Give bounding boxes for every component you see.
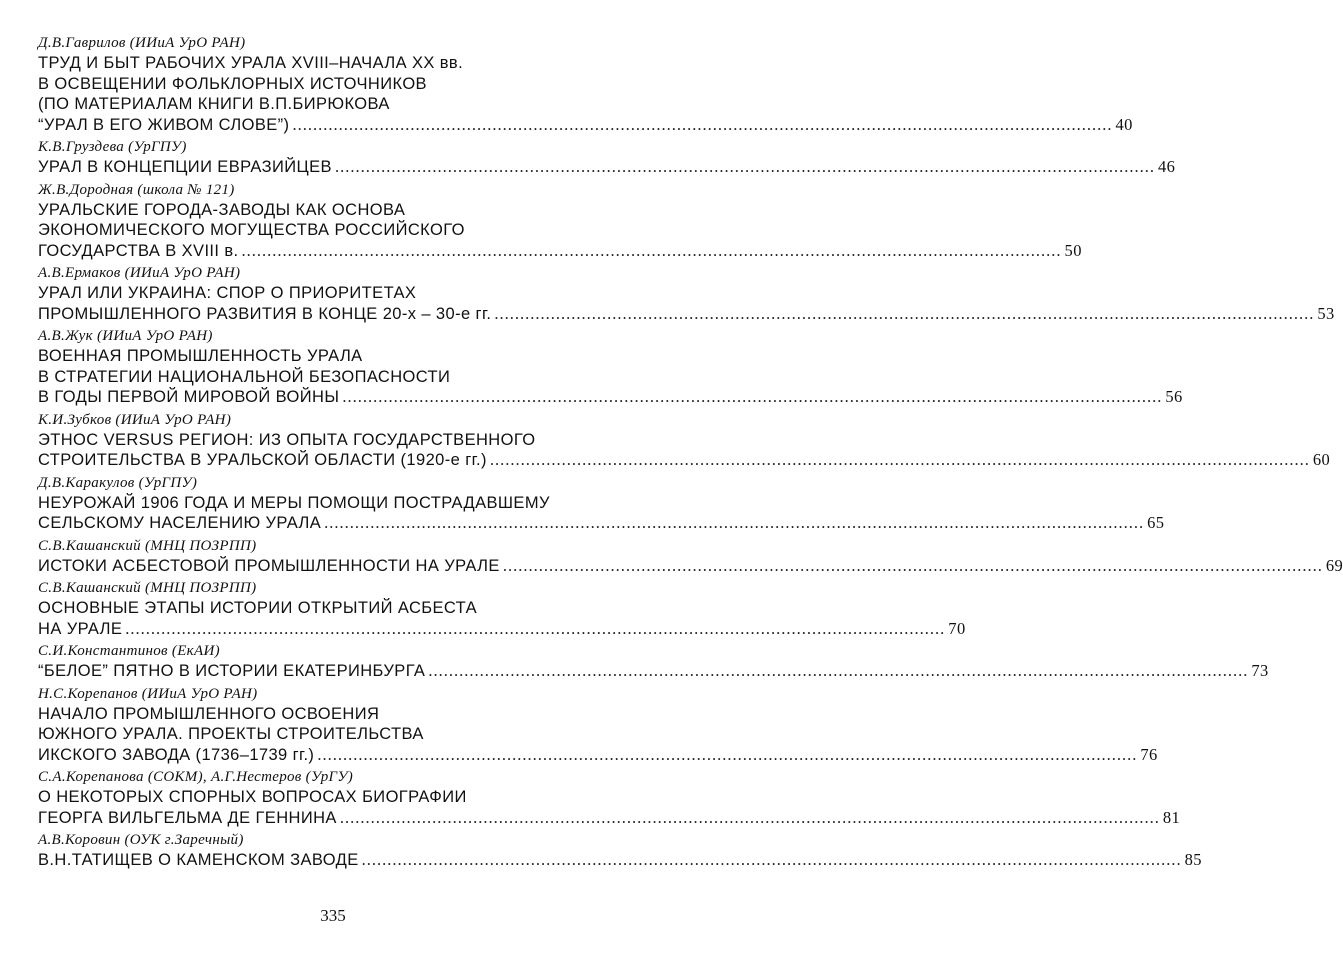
- entry-title: [38, 430, 1331, 471]
- title-line: ЭТНОС VERSUS РЕГИОН: ИЗ ОПЫТА ГОСУДАРСТВЕННОГО: [38, 430, 536, 449]
- toc-entry: [38, 411, 1331, 471]
- title-last-line: [38, 618, 966, 640]
- entry-author: С.И.Константинов (ЕкАИ): [38, 643, 220, 659]
- title-last-line: [38, 114, 1133, 136]
- title-last-line: [38, 661, 1269, 682]
- title-line: ГОСУДАРСТВА В XVIII в.: [38, 241, 239, 260]
- title-last-line: [38, 240, 1082, 262]
- entry-author: А.В.Ермаков (ИИиА УрО РАН): [38, 265, 241, 281]
- toc-entry: [38, 685, 1158, 766]
- title-line: СТРОИТЕЛЬСТВА В УРАЛЬСКОЙ ОБЛАСТИ (1920-е гг.): [38, 451, 487, 469]
- entry-author: Д.В.Гаврилов (ИИиА УрО РАН): [38, 35, 246, 51]
- dot-leader: ................................................................................................................................................................: [502, 555, 1323, 575]
- entry-page-number: 53: [1317, 303, 1335, 323]
- entry-title: [38, 53, 1133, 135]
- title-line: “БЕЛОЕ” ПЯТНО В ИСТОРИИ ЕКАТЕРИНБУРГА: [38, 662, 426, 680]
- entry-author: С.В.Кашанский (МНЦ ПОЗРПП): [38, 537, 257, 554]
- entry-author: А.В.Коровин (ОУК г.Заречный): [38, 832, 244, 848]
- entry-page-number: 73: [1251, 661, 1269, 680]
- entry-author: Ж.В.Дородная (школа № 121): [38, 181, 235, 198]
- title-line: ИСТОКИ АСБЕСТОВОЙ ПРОМЫШЛЕННОСТИ НА УРАЛЕ: [38, 556, 500, 575]
- entry-page-number: 76: [1140, 744, 1158, 764]
- toc-entry: [38, 642, 1269, 682]
- entry-title: [38, 555, 1343, 577]
- title-last-line: [38, 744, 1158, 766]
- title-last-line: [38, 387, 1183, 408]
- title-line: В ГОДЫ ПЕРВОЙ МИРОВОЙ ВОЙНЫ: [38, 388, 340, 406]
- title-line: УРАЛ ИЛИ УКРАИНА: СПОР О ПРИОРИТЕТАХ: [38, 284, 417, 302]
- dot-leader: ................................................................................................................................................................: [361, 850, 1182, 869]
- title-last-line: [38, 157, 1176, 178]
- dot-leader: ................................................................................................................................................................: [317, 744, 1138, 764]
- title-line: ИКСКОГО ЗАВОДА (1736–1739 гг.): [38, 745, 315, 764]
- entry-title: [38, 283, 1335, 324]
- title-line: ЭКОНОМИЧЕСКОГО МОГУЩЕСТВА РОССИЙСКОГО: [38, 221, 465, 239]
- toc-entry: [38, 34, 1133, 135]
- entry-page-number: 81: [1162, 807, 1181, 827]
- title-line: “УРАЛ В ЕГО ЖИВОМ СЛОВЕ”): [38, 115, 290, 134]
- title-line: ТРУД И БЫТ РАБОЧИХ УРАЛА XVIII–НАЧАЛА XX вв.: [38, 54, 464, 72]
- entry-author: К.И.Зубков (ИИиА УрО РАН): [38, 411, 232, 428]
- toc-entry: [38, 537, 1343, 577]
- title-last-line: [38, 807, 1181, 829]
- title-line: УРАЛ В КОНЦЕПЦИИ ЕВРАЗИЙЦЕВ: [38, 158, 332, 176]
- title-line: (ПО МАТЕРИАЛАМ КНИГИ В.П.БИРЮКОВА: [38, 95, 390, 113]
- entry-author: К.В.Груздева (УрГПУ): [38, 139, 187, 155]
- entry-page-number: 56: [1165, 387, 1183, 406]
- entry-page-number: 69: [1325, 555, 1343, 575]
- dot-leader: ................................................................................................................................................................: [489, 450, 1310, 469]
- entry-title: [38, 661, 1269, 682]
- entry-author: Н.С.Корепанов (ИИиА УрО РАН): [38, 685, 258, 702]
- entry-title: [38, 493, 1165, 534]
- entry-page-number: 40: [1115, 114, 1133, 134]
- title-line: В СТРАТЕГИИ НАЦИОНАЛЬНОЙ БЕЗОПАСНОСТИ: [38, 367, 451, 386]
- title-line: В.Н.ТАТИЩЕВ О КАМЕНСКОМ ЗАВОДЕ: [38, 851, 359, 869]
- dot-leader: ................................................................................................................................................................: [334, 157, 1155, 176]
- entry-title: [38, 598, 966, 639]
- toc-entry: [38, 327, 1183, 408]
- entry-page-number: 85: [1184, 850, 1202, 869]
- entry-title: [38, 157, 1176, 178]
- title-line: НАЧАЛО ПРОМЫШЛЕННОГО ОСВОЕНИЯ: [38, 704, 380, 723]
- title-line: ВОЕННАЯ ПРОМЫШЛЕННОСТЬ УРАЛА: [38, 347, 363, 365]
- dot-leader: ................................................................................................................................................................: [428, 661, 1249, 680]
- dot-leader: ................................................................................................................................................................: [494, 303, 1315, 323]
- dot-leader: ................................................................................................................................................................: [292, 114, 1113, 134]
- toc-entries: [38, 34, 1343, 874]
- dot-leader: ................................................................................................................................................................: [125, 618, 946, 638]
- entry-title: [38, 704, 1158, 766]
- entry-page-number: 50: [1064, 240, 1082, 260]
- entry-author: С.А.Корепанова (СОКМ), А.Г.Нестеров (УрГУ): [38, 769, 354, 785]
- title-last-line: [38, 450, 1331, 471]
- entry-title: [38, 850, 1202, 871]
- title-line: ПРОМЫШЛЕННОГО РАЗВИТИЯ В КОНЦЕ 20-х – 30-е гг.: [38, 304, 492, 323]
- entry-author: Д.В.Каракулов (УрГПУ): [38, 474, 198, 491]
- toc-entry: [38, 264, 1335, 324]
- entry-page-number: 60: [1312, 450, 1331, 469]
- entry-title: [38, 346, 1183, 408]
- dot-leader: ................................................................................................................................................................: [339, 807, 1160, 827]
- title-line: О НЕКОТОРЫХ СПОРНЫХ ВОПРОСАХ БИОГРАФИИ: [38, 788, 467, 806]
- title-line: В ОСВЕЩЕНИИ ФОЛЬКЛОРНЫХ ИСТОЧНИКОВ: [38, 74, 427, 93]
- entry-page-number: 65: [1147, 513, 1165, 532]
- toc-entry: [38, 138, 1176, 178]
- title-line: НА УРАЛЕ: [38, 619, 123, 638]
- title-line: НЕУРОЖАЙ 1906 ГОДА И МЕРЫ ПОМОЩИ ПОСТРАДАВШЕМУ: [38, 493, 550, 512]
- title-last-line: [38, 555, 1343, 577]
- entry-author: А.В.Жук (ИИиА УрО РАН): [38, 328, 213, 344]
- toc-entry: [38, 474, 1165, 534]
- entry-author: С.В.Кашанский (МНЦ ПОЗРПП): [38, 580, 257, 596]
- toc-entry: [38, 768, 1181, 828]
- toc-entry: [38, 831, 1202, 871]
- title-line: ОСНОВНЫЕ ЭТАПЫ ИСТОРИИ ОТКРЫТИЙ АСБЕСТА: [38, 599, 478, 617]
- title-line: СЕЛЬСКОМУ НАСЕЛЕНИЮ УРАЛА: [38, 514, 322, 532]
- entry-title: [38, 787, 1181, 828]
- title-last-line: [38, 513, 1165, 534]
- title-last-line: [38, 850, 1202, 871]
- page-number: 335: [320, 906, 346, 925]
- entry-page-number: 70: [948, 618, 966, 638]
- dot-leader: ................................................................................................................................................................: [241, 240, 1062, 260]
- entry-page-number: 46: [1157, 157, 1176, 176]
- title-line: ЮЖНОГО УРАЛА. ПРОЕКТЫ СТРОИТЕЛЬСТВА: [38, 725, 424, 743]
- dot-leader: ................................................................................................................................................................: [342, 387, 1163, 406]
- title-line: УРАЛЬСКИЕ ГОРОДА-ЗАВОДЫ КАК ОСНОВА: [38, 200, 406, 219]
- entry-title: [38, 200, 1082, 262]
- title-last-line: [38, 303, 1335, 325]
- title-line: ГЕОРГА ВИЛЬГЕЛЬМА ДЕ ГЕННИНА: [38, 808, 337, 827]
- toc-entry: [38, 579, 966, 639]
- toc-entry: [38, 181, 1082, 262]
- dot-leader: ................................................................................................................................................................: [324, 513, 1145, 532]
